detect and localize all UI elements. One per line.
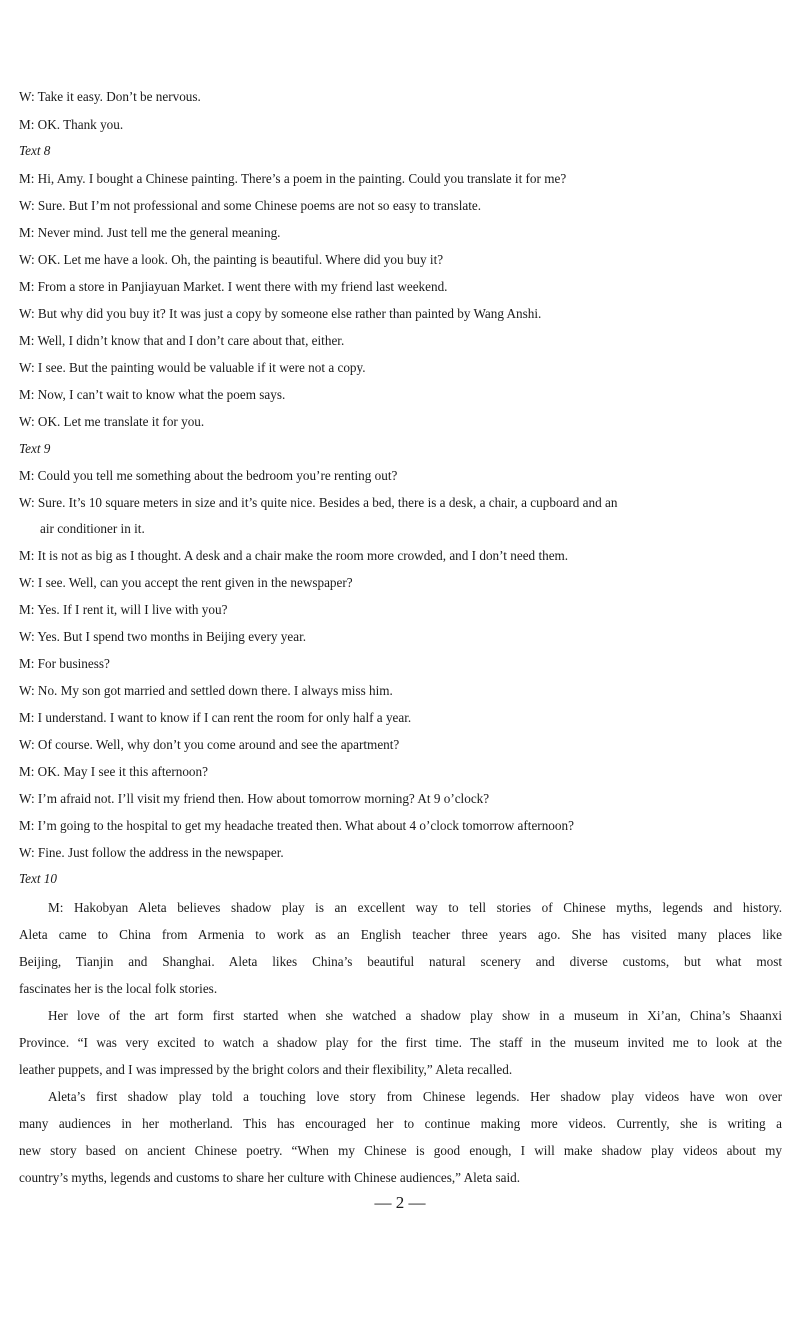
dialogue-line: M: Yes. If I rent it, will I live with you?	[19, 602, 228, 617]
dialogue-line: W: No. My son got married and settled down there. I always miss him.	[19, 683, 393, 698]
dialogue-line: W: I see. Well, can you accept the rent given in the newspaper?	[19, 575, 353, 590]
dialogue-line: W: OK. Let me have a look. Oh, the painting is beautiful. Where did you buy it?	[19, 252, 444, 267]
dialogue-line: W: But why did you buy it? It was just a copy by someone else rather than painted by Wang Anshi.	[19, 306, 542, 321]
dialogue-line: M: OK. May I see it this afternoon?	[19, 764, 208, 779]
dialogue-line: M: From a store in Panjiayuan Market. I went there with my friend last weekend.	[19, 279, 448, 294]
dialogue-line: M: For business?	[19, 656, 110, 671]
dialogue-line: M: Now, I can’t wait to know what the poem says.	[19, 387, 286, 402]
dialogue-line: W: OK. Let me translate it for you.	[19, 414, 205, 429]
paragraph-line: Her love of the art form first started when she watched a shadow play show in a museum in Xi’an, China’s Shaanxi	[48, 1008, 782, 1023]
paragraph-line: M: Hakobyan Aleta believes shadow play is an excellent way to tell stories of Chinese myths, legends and history.	[48, 900, 782, 915]
paragraph-line: Aleta came to China from Armenia to work as an English teacher three years ago. She has visited many places like	[19, 927, 782, 942]
dialogue-line: M: Hi, Amy. I bought a Chinese painting. There’s a poem in the painting. Could you translate it for me?	[19, 171, 567, 186]
dialogue-line: W: Sure. But I’m not professional and some Chinese poems are not so easy to translate.	[19, 198, 482, 213]
section-heading-text8: Text 8	[19, 143, 51, 158]
page-number: — 2 —	[374, 1193, 426, 1212]
paragraph-line: country’s myths, legends and customs to share her culture with Chinese audiences,” Aleta said.	[19, 1170, 521, 1185]
dialogue-line: W: Take it easy. Don’t be nervous.	[19, 89, 201, 104]
dialogue-line: W: Sure. It’s 10 square meters in size and it’s quite nice. Besides a bed, there is a desk, a chair, a cupboard and an	[19, 495, 618, 510]
dialogue-line: M: Could you tell me something about the bedroom you’re renting out?	[19, 468, 398, 483]
section-heading-text10: Text 10	[19, 871, 57, 886]
paragraph-line: Beijing, Tianjin and Shanghai. Aleta likes China’s beautiful natural scenery and diverse customs, but what most	[19, 954, 782, 969]
dialogue-line: M: It is not as big as I thought. A desk and a chair make the room more crowded, and I don’t need them.	[19, 548, 569, 563]
paragraph-line: fascinates her is the local folk stories.	[19, 981, 218, 996]
dialogue-line: W: Fine. Just follow the address in the newspaper.	[19, 845, 284, 860]
paragraph-line: Province. “I was very excited to watch a shadow play for the first time. The staff in the museum invited me to look at the	[19, 1035, 782, 1050]
dialogue-line: M: I understand. I want to know if I can rent the room for only half a year.	[19, 710, 412, 725]
dialogue-line: W: Of course. Well, why don’t you come around and see the apartment?	[19, 737, 400, 752]
paragraph-line: many audiences in her motherland. This has encouraged her to continue making more videos. Currently, she is writing a	[19, 1116, 782, 1131]
section-heading-text9: Text 9	[19, 441, 51, 456]
dialogue-line: M: OK. Thank you.	[19, 117, 124, 132]
dialogue-line: M: Never mind. Just tell me the general meaning.	[19, 225, 281, 240]
dialogue-line: W: I’m afraid not. I’ll visit my friend then. How about tomorrow morning? At 9 o’clock?	[19, 791, 490, 806]
paragraph-line: Aleta’s first shadow play told a touching love story from Chinese legends. Her shadow play videos have won over	[48, 1089, 782, 1104]
paragraph-line: new story based on ancient Chinese poetry. “When my Chinese is good enough, I will make shadow play videos about my	[19, 1143, 782, 1158]
dialogue-line: W: Yes. But I spend two months in Beijing every year.	[19, 629, 307, 644]
dialogue-line: M: Well, I didn’t know that and I don’t care about that, either.	[19, 333, 345, 348]
paragraph-line: leather puppets, and I was impressed by the bright colors and their flexibility,” Aleta recalled.	[19, 1062, 513, 1077]
dialogue-line: M: I’m going to the hospital to get my headache treated then. What about 4 o’clock tomorrow afternoon?	[19, 818, 574, 833]
dialogue-line: W: I see. But the painting would be valuable if it were not a copy.	[19, 360, 366, 375]
dialogue-line-continuation: air conditioner in it.	[40, 521, 145, 536]
